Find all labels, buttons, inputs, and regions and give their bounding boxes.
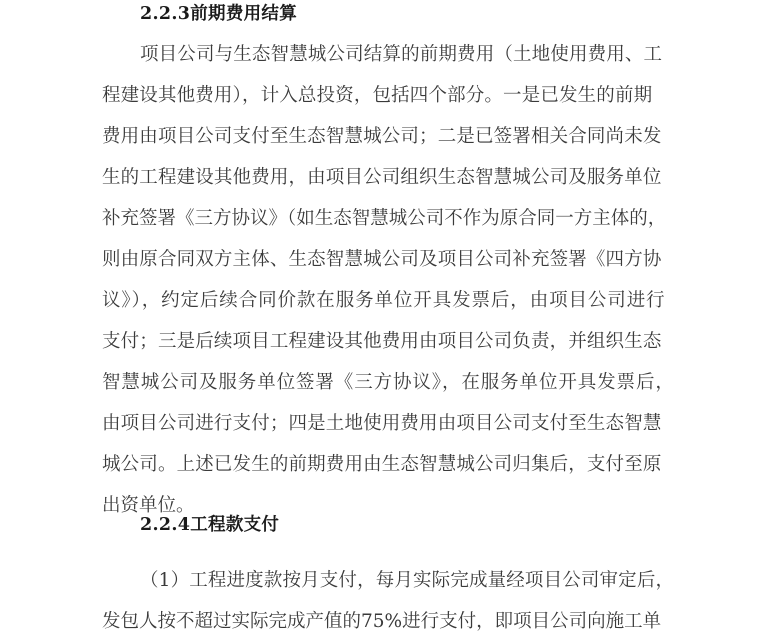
paragraph-line: 议》），约定后续合同价款在服务单位开具发票后，由项目公司进行 <box>102 290 666 311</box>
paragraph-line-last: 出资单位。 <box>102 495 195 516</box>
paragraph-line: 生的工程建设其他费用，由项目公司组织生态智慧城公司及服务单位 <box>102 167 662 188</box>
paragraph-line: 项目公司与生态智慧城公司结算的前期费用（土地使用费用、工 <box>140 44 663 65</box>
paragraph-line: 补充签署《三方协议》（如生态智慧城公司不作为原合同一方主体的， <box>102 208 667 229</box>
paragraph-line: 费用由项目公司支付至生态智慧城公司；二是已签署相关合同尚未发 <box>102 126 662 147</box>
paragraph-line: 由项目公司进行支付；四是土地使用费用由项目公司支付至生态智慧 <box>102 413 662 434</box>
paragraph-line: 则由原合同双方主体、生态智慧城公司及项目公司补充签署《四方协 <box>102 249 662 270</box>
paragraph-line: 程建设其他费用），计入总投资，包括四个部分。一是已发生的前期 <box>102 85 653 106</box>
section-heading-223: 2.2.3前期费用结算 <box>140 4 298 24</box>
paragraph-line: 发包人按不超过实际完成产值的75%进行支付，即项目公司向施工单 <box>102 611 662 632</box>
paragraph-line: 支付；三是后续项目工程建设其他费用由项目公司负责，并组织生态 <box>102 331 662 352</box>
paragraph-line: 城公司。上述已发生的前期费用由生态智慧城公司归集后，支付至原 <box>102 454 662 475</box>
paragraph-line: 智慧城公司及服务单位签署《三方协议》，在服务单位开具发票后， <box>102 372 675 393</box>
paragraph-line: （1）工程进度款按月支付，每月实际完成量经项目公司审定后， <box>140 570 675 591</box>
section-heading-224: 2.2.4工程款支付 <box>140 515 280 535</box>
